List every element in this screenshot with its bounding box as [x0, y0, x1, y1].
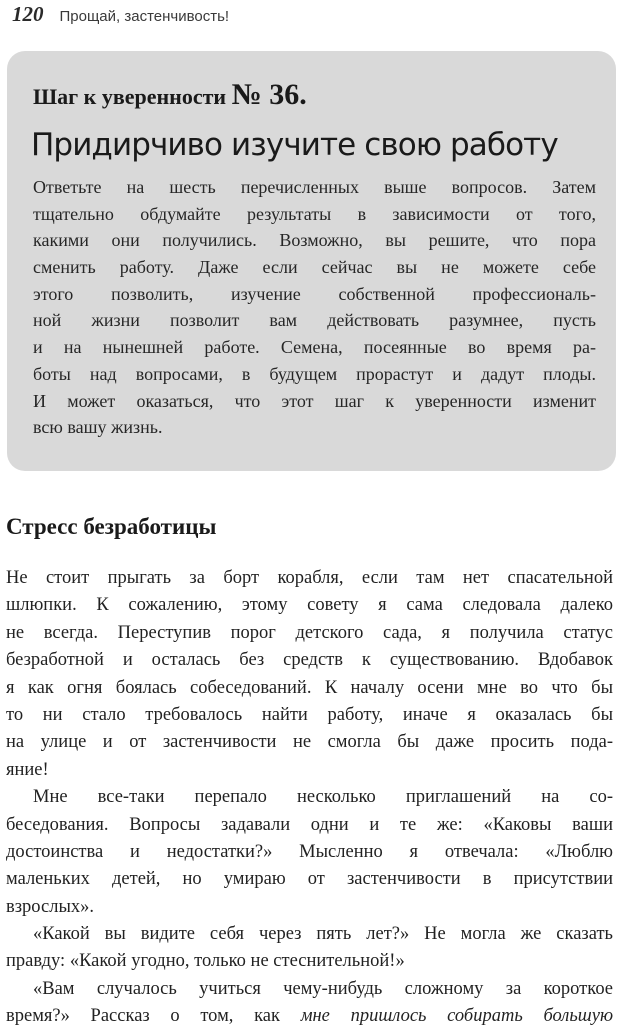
body-line: я как огня боялась собеседований. К началу осени мне во что бы	[6, 677, 613, 698]
step-body	[33, 174, 596, 441]
paragraph-4	[6, 976, 613, 1031]
step-body-line: ной жизни позволит вам действовать разумнее, пусть	[33, 310, 596, 331]
body-line: на улице и от застенчивости не смогла бы даже просить пода-	[6, 732, 613, 753]
paragraph-2	[6, 784, 613, 921]
step-body-line: всю вашу жизнь.	[33, 417, 163, 438]
step-body-line: Ответьте на шесть перечисленных выше вопросов. Затем	[33, 177, 596, 197]
step-label	[33, 78, 596, 111]
paragraph-3	[6, 921, 613, 976]
body-line-italic: мне пришлось собирать большую	[300, 1006, 613, 1027]
body-line: то ни стало требовалось найти работу, иначе я оказалась бы	[6, 704, 613, 725]
step-body-line: тщательно обдумайте результаты в зависимости от того,	[33, 203, 596, 224]
section-heading: Стресс безработицы	[6, 514, 217, 539]
body-line: безработной и осталась без средств к существованию. Вдобавок	[6, 650, 613, 671]
body-line: шлюпки. К сожалению, этому совету я сама следовала далеко	[6, 595, 613, 616]
body-line: «Вам случалось учиться чему-нибудь сложному за короткое	[33, 978, 613, 999]
body-line: «Какой вы видите себя через пять лет?» Не могла же сказать	[33, 924, 613, 945]
step-body-line: этого позволить, изучение собственной профессиональ-	[33, 283, 596, 304]
step-body-line: и на нынешней работе. Семена, посеянные во время ра-	[33, 337, 596, 358]
body-line: правду: «Какой угодно, только не стеснительной!»	[6, 951, 405, 972]
step-body-line: И может оказаться, что этот шаг к уверенности изменит	[33, 390, 596, 411]
body-line-plain: время?» Рассказ о том, как	[6, 1006, 301, 1027]
body-line: беседования. Вопросы задавали одни и те же: «Каковы ваши	[6, 814, 613, 835]
step-title: Придирчиво изучите свою работу	[31, 127, 558, 163]
body-line: Не стоит прыгать за борт корабля, если там нет спасательной	[6, 568, 613, 588]
confidence-step-box	[7, 51, 616, 471]
step-body-line: боты над вопросами, в будущем прорастут и дадут плоды.	[33, 363, 596, 384]
step-body-line: сменить работу. Даже если сейчас вы не можете себе	[33, 257, 596, 278]
body-line: не всегда. Переступив порог детского сада, я получила статус	[6, 622, 613, 643]
page-number: 120	[12, 2, 44, 26]
body-text	[6, 565, 613, 1031]
body-line: Мне все-таки перепало несколько приглашений на со-	[33, 787, 613, 808]
paragraph-1	[6, 565, 613, 784]
body-line: яние!	[6, 759, 49, 780]
step-number: № 36.	[231, 78, 307, 111]
body-line: взрослых».	[6, 896, 95, 917]
step-label-text: Шаг к уверенности	[33, 84, 227, 109]
body-line: маленьких детей, но умираю от застенчивости в присутствии	[6, 869, 613, 890]
running-title: Прощай, застенчивость!	[59, 8, 230, 25]
body-line-mixed	[6, 1003, 613, 1030]
running-head	[12, 2, 229, 26]
step-body-line: какими они получились. Возможно, вы решите, что пора	[33, 230, 596, 251]
body-line: достоинства и недостатки?» Мысленно я отвечала: «Люблю	[6, 841, 613, 862]
